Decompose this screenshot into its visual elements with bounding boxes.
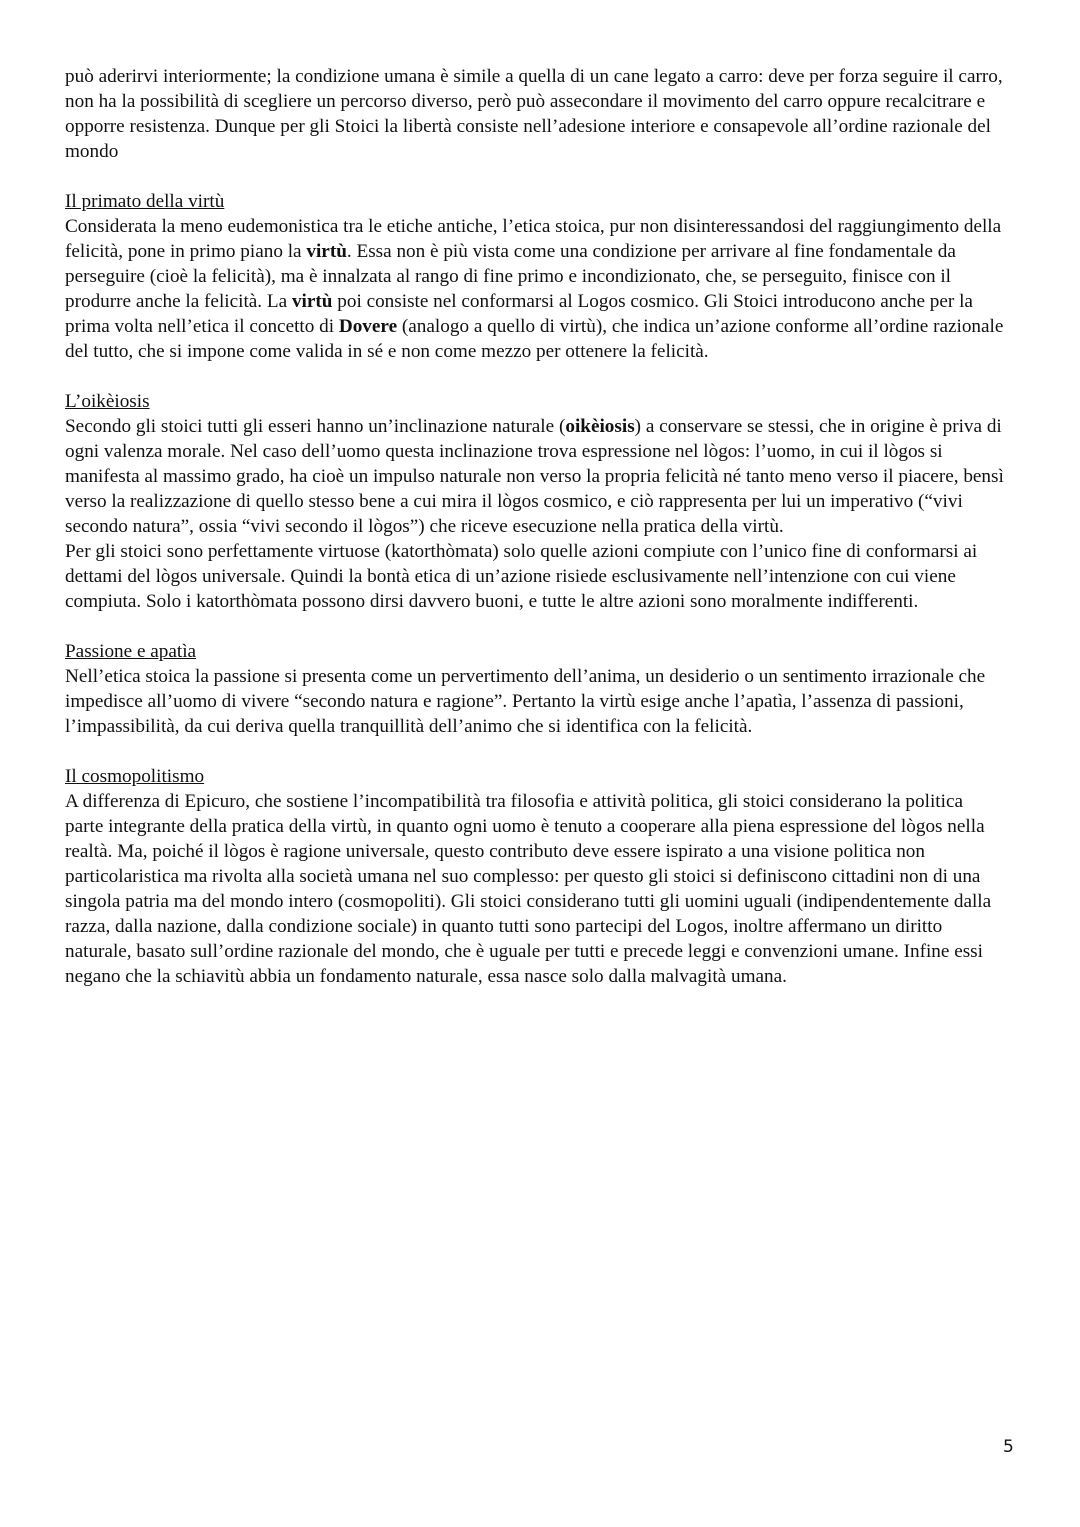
virtue-bold-1: virtù <box>306 241 347 262</box>
oikeiosis-paragraph <box>65 414 1005 539</box>
virtue-text-4: (analogo a quello di virtù), che indica un’azione conforme all’ordine razionale del tutto, che si impone come valida in sé e non come mezzo per ottenere la felicità. <box>65 316 1004 362</box>
virtue-text-1: Considerata la meno eudemonistica tra le etiche antiche, l’etica stoica, pur non disinteressandosi del raggiungimento della felicità, pone in primo piano la <box>65 216 1002 262</box>
heading-cosmopolitismo: Il cosmopolitismo <box>65 766 205 787</box>
intro-paragraph: può aderirvi interiormente; la condizione umana è simile a quella di un cane legato a carro: deve per forza seguire il carro, non ha la possibilità di scegliere un percorso diverso, però può assecondare il movimento del carro oppure recalcitrare e opporre resistenza. Dunque per gli Stoici la libertà consiste nell’adesione interiore e consapevole all’ordine razionale del mondo <box>65 66 1003 162</box>
heading-oikeiosis: L’oikèiosis <box>65 391 150 412</box>
heading-passione-apatia: Passione e apatìa <box>65 641 197 662</box>
virtue-bold-3: Dovere <box>338 316 398 337</box>
paragraph-gap <box>65 614 1005 639</box>
oikeiosis-bold-1: oikèiosis <box>565 416 635 437</box>
virtue-bold-2: virtù <box>291 291 333 312</box>
paragraph-gap <box>65 739 1005 764</box>
passion-paragraph: Nell’etica stoica la passione si presenta come un pervertimento dell’anima, un desiderio o un sentimento irrazionale che impedisce all’uomo di vivere “secondo natura e ragione”. Pertanto la virtù esige anche l’apatìa, l’assenza di passioni, l’impassibilità, da cui deriva quella tranquillità dell’animo che si identifica con la felicità. <box>65 666 986 737</box>
virtue-text-3: poi consiste nel conformarsi al Logos cosmico. Gli Stoici introducono anche per la prima volta nell’etica il concetto di <box>65 291 973 337</box>
paragraph-gap <box>65 364 1005 389</box>
cosmopolitanism-paragraph: A differenza di Epicuro, che sostiene l’incompatibilità tra filosofia e attività politica, gli stoici considerano la politica parte integrante della pratica della virtù, in quanto ogni uomo è tenuto a cooperare alla piena espressione del lògos nella realtà. Ma, poiché il lògos è ragione universale, questo contributo deve essere ispirato a una visione politica non particolaristica ma rivolta alla società umana nel suo complesso: per questo gli stoici si definiscono cittadini non di una singola patria ma del mondo intero (cosmopoliti). Gli stoici considerano tutti gli uomini uguali (indipendentemente dalla razza, dalla nazione, dalla condizione sociale) in quanto tutti sono partecipi del Logos, inoltre affermano un diritto naturale, basato sull’ordine razionale del mondo, che è uguale per tutti e precede leggi e convenzioni umane. Infine essi negano che la schiavitù abbia un fondamento naturale, essa nasce solo dalla malvagità umana. <box>65 791 992 987</box>
katorthomata-paragraph: Per gli stoici sono perfettamente virtuose (katorthòmata) solo quelle azioni compiute con l’unico fine di conformarsi ai dettami del lògos universale. Quindi la bontà etica di un’azione risiede esclusivamente nell’intenzione con cui viene compiuta. Solo i katorthòmata possono dirsi davvero buoni, e tutte le altre azioni sono moralmente indifferenti. <box>65 541 978 612</box>
oikeiosis-text-1: Secondo gli stoici tutti gli esseri hanno un’inclinazione naturale ( <box>65 416 566 437</box>
document-page <box>65 64 1005 989</box>
virtue-paragraph <box>65 214 1005 364</box>
page-number: 5 <box>1003 1437 1014 1457</box>
oikeiosis-text-2: ) a conservare se stessi, che in origine è priva di ogni valenza morale. Nel caso dell’uomo questa inclinazione trova espressione nel lògos: l’uomo, in cui il lògos si manifesta al massimo grado, ha cioè un impulso naturale non verso la propria felicità né tanto meno verso il piacere, bensì verso la realizzazione di quello stesso bene a cui mira il lògos cosmico, e ciò rappresenta per lui un imperativo (“vivi secondo natura”, ossia “vivi secondo il lògos”) che riceve esecuzione nella pratica della virtù. <box>65 416 1004 537</box>
heading-primato-virtu: Il primato della virtù <box>65 191 225 212</box>
virtue-text-2: . Essa non è più vista come una condizione per arrivare al fine fondamentale da perseguire (cioè la felicità), ma è innalzata al rango di fine primo e incondizionato, che, se perseguito, finisce con il produrre anche la felicità. La <box>65 241 956 312</box>
paragraph-gap <box>65 164 1005 189</box>
